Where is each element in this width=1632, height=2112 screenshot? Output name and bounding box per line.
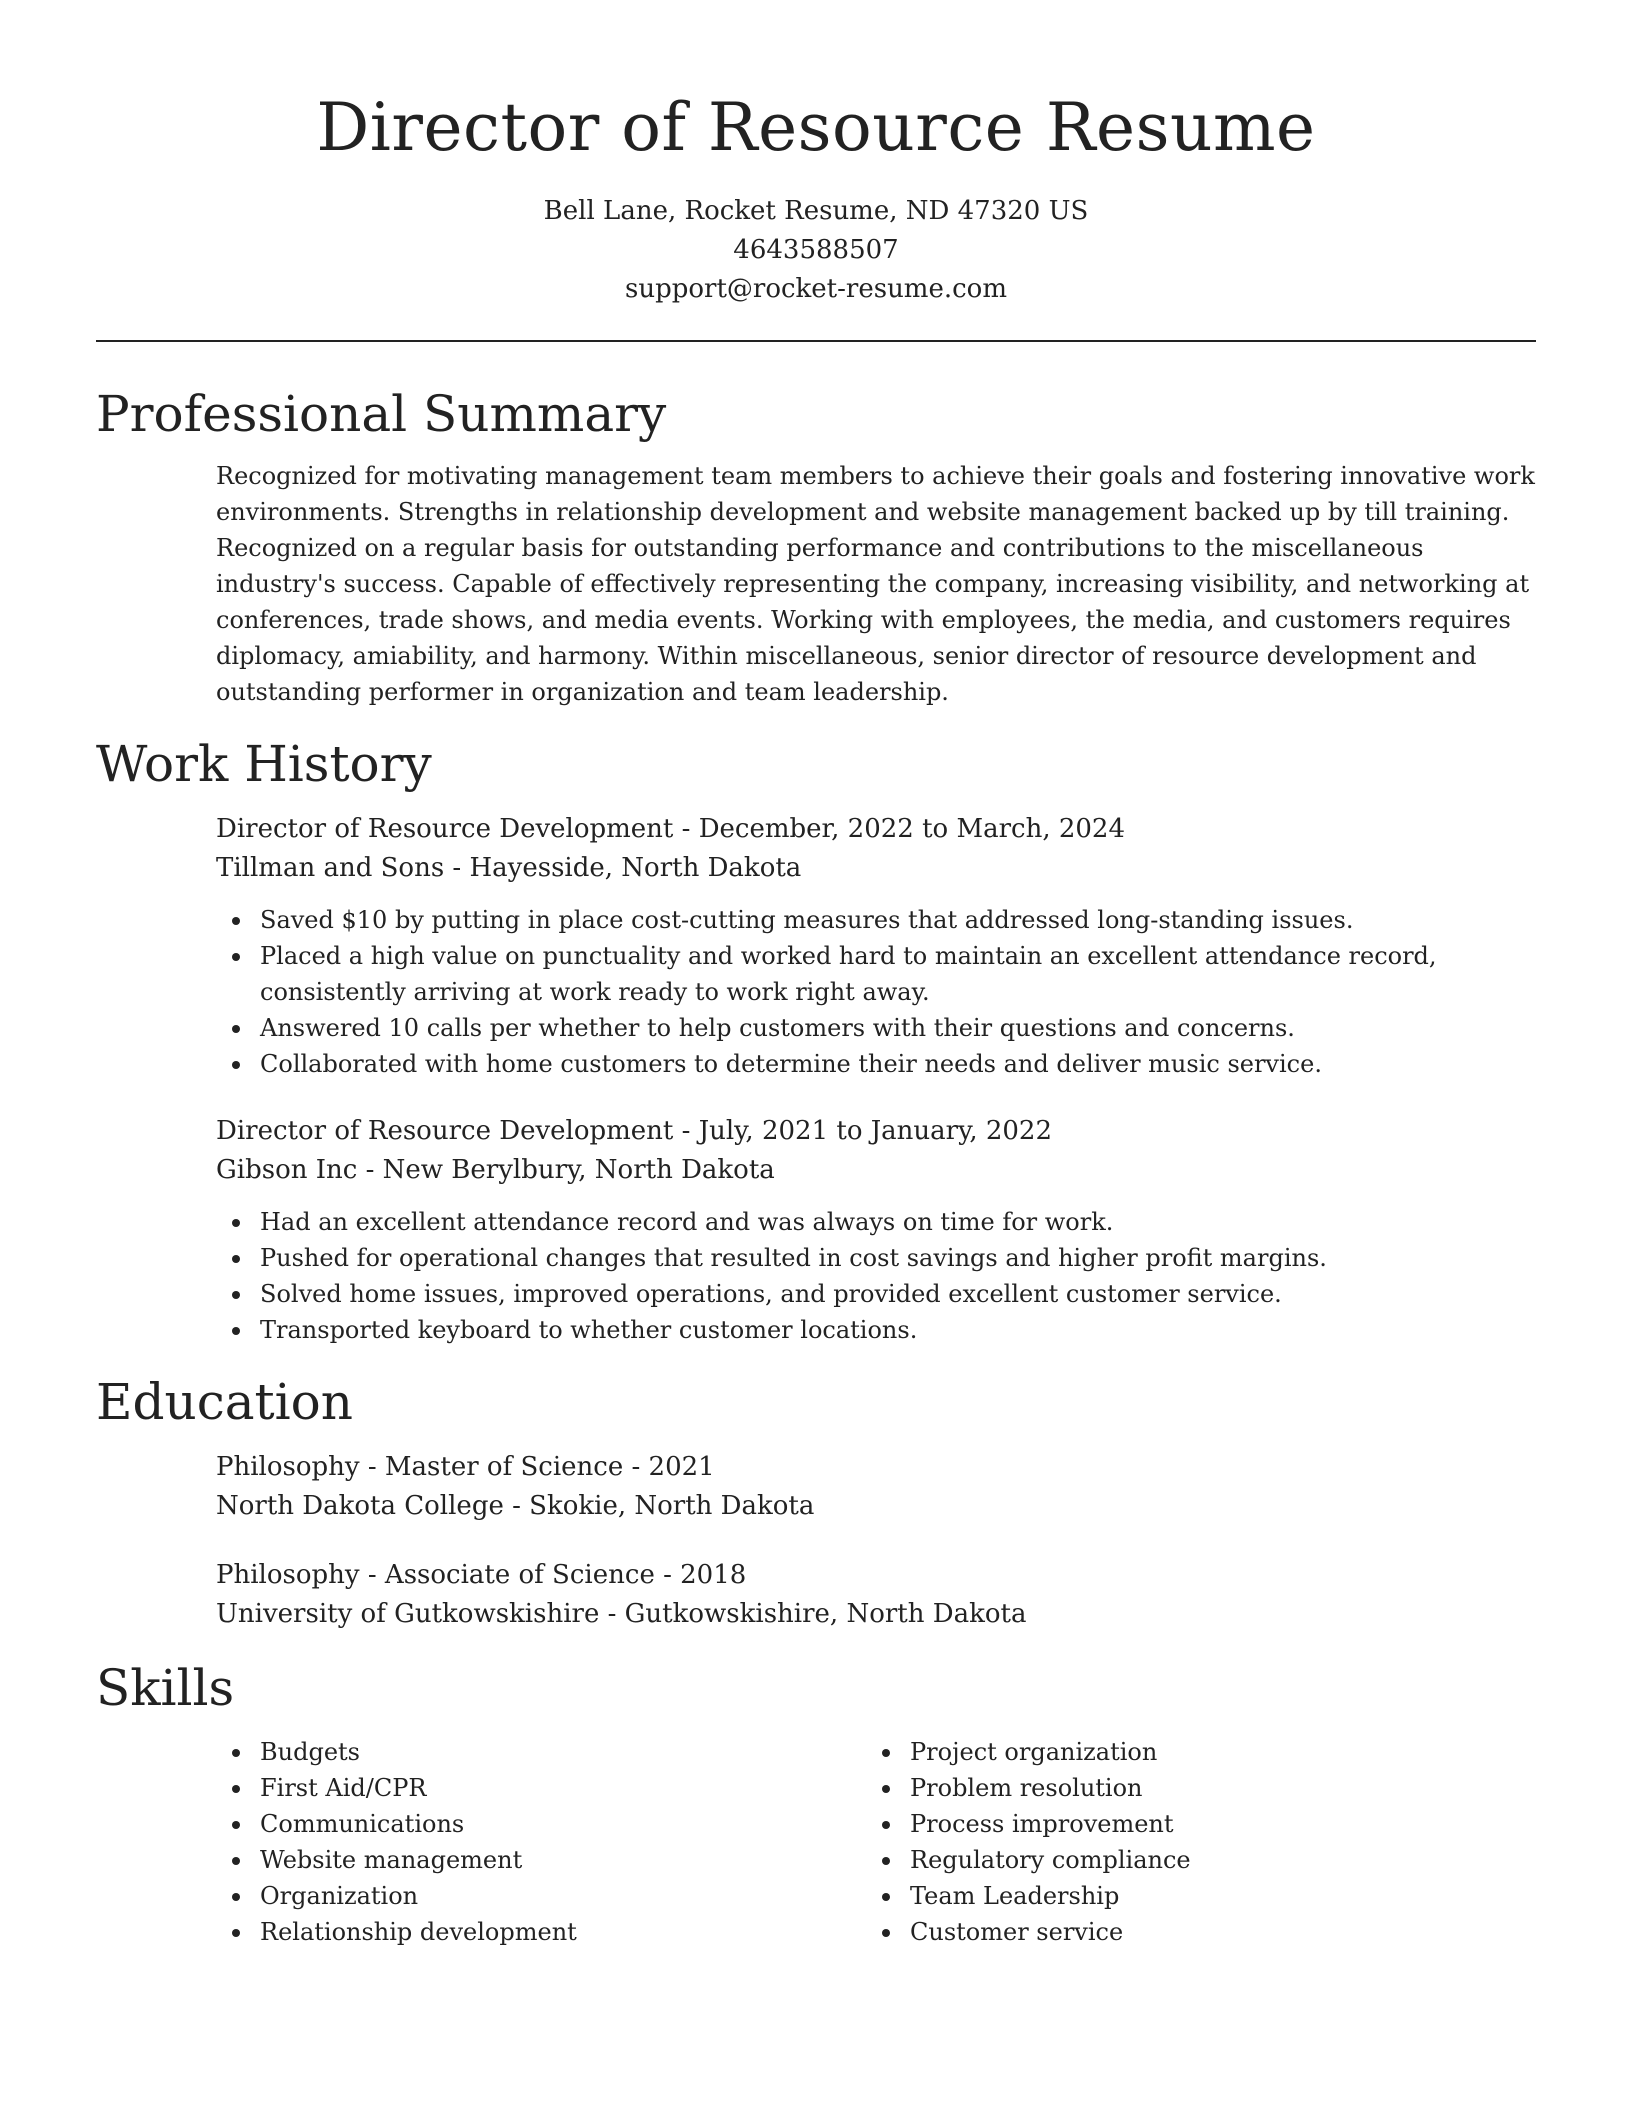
skills-column-right xyxy=(866,1734,1516,1950)
skills-grid xyxy=(216,1734,1536,1950)
list-item: Collaborated with home customers to determine their needs and deliver music service. xyxy=(216,1046,1536,1082)
resume-page xyxy=(96,0,1536,1950)
job-dates: - December, 2022 to March, 2024 xyxy=(673,814,1126,844)
list-item: Transported keyboard to whether customer locations. xyxy=(216,1312,1536,1348)
skill-item: Website management xyxy=(216,1842,866,1878)
job-entry xyxy=(216,810,1536,1082)
job-entry xyxy=(216,1112,1536,1348)
skill-item: Regulatory compliance xyxy=(866,1842,1516,1878)
degree-detail: - Associate of Science - 2018 xyxy=(359,1560,747,1590)
education-entry xyxy=(216,1556,1536,1634)
skills-column-left xyxy=(216,1734,866,1950)
contact-phone: 4643588507 xyxy=(733,235,899,265)
skill-item: Process improvement xyxy=(866,1806,1516,1842)
school-location: - Gutkowskishire, North Dakota xyxy=(599,1599,1027,1629)
list-item: Answered 10 calls per whether to help customers with their questions and concerns. xyxy=(216,1010,1536,1046)
contact-block xyxy=(96,192,1536,309)
degree-line xyxy=(216,1556,1536,1595)
school-name: North Dakota College xyxy=(216,1491,504,1521)
list-item: Saved $10 by putting in place cost-cutting measures that addressed long-standing issues. xyxy=(216,902,1536,938)
job-bullets xyxy=(216,1204,1536,1348)
job-title: Director of Resource Development xyxy=(216,814,674,844)
job-bullets xyxy=(216,902,1536,1082)
degree-line xyxy=(216,1448,1536,1487)
education-heading: Education xyxy=(96,1373,353,1431)
skill-item: Customer service xyxy=(866,1914,1516,1950)
skill-item: Team Leadership xyxy=(866,1878,1516,1914)
degree-field: Philosophy xyxy=(216,1452,360,1482)
job-location: - New Berylbury, North Dakota xyxy=(357,1155,775,1185)
skill-item: Relationship development xyxy=(216,1914,866,1950)
school-line xyxy=(216,1487,1536,1526)
degree-field: Philosophy xyxy=(216,1560,360,1590)
summary-body xyxy=(216,458,1536,710)
skill-item: Project organization xyxy=(866,1734,1516,1770)
contact-email: support@rocket-resume.com xyxy=(624,274,1007,304)
school-location: - Skokie, North Dakota xyxy=(503,1491,815,1521)
job-dates: - July, 2021 to January, 2022 xyxy=(673,1116,1053,1146)
school-line xyxy=(216,1595,1536,1634)
job-title-line xyxy=(216,1112,1536,1151)
job-location: - Hayesside, North Dakota xyxy=(444,853,802,883)
list-item: Placed a high value on punctuality and worked hard to maintain an excellent attendance record, consistently arriving at work ready to work right away. xyxy=(216,938,1536,1010)
list-item: Had an excellent attendance record and was always on time for work. xyxy=(216,1204,1536,1240)
skill-item: Organization xyxy=(216,1878,866,1914)
skill-item: Problem resolution xyxy=(866,1770,1516,1806)
contact-address: Bell Lane, Rocket Resume, ND 47320 US xyxy=(543,196,1089,226)
skill-item: Communications xyxy=(216,1806,866,1842)
job-company: Tillman and Sons xyxy=(216,853,445,883)
skill-item: Budgets xyxy=(216,1734,866,1770)
resume-title: Director of Resource Resume xyxy=(316,89,1316,166)
list-item: Pushed for operational changes that resulted in cost savings and higher profit margins. xyxy=(216,1240,1536,1276)
job-company-line xyxy=(216,1151,1536,1190)
job-title-line xyxy=(216,810,1536,849)
list-item: Solved home issues, improved operations, and provided excellent customer service. xyxy=(216,1276,1536,1312)
education-entry xyxy=(216,1448,1536,1526)
header-divider xyxy=(96,340,1536,342)
job-title: Director of Resource Development xyxy=(216,1116,674,1146)
work-history-heading: Work History xyxy=(96,735,432,793)
summary-text: Recognized for motivating management team members to achieve their goals and fostering innovative work environments. Strengths in relationship development and website management backed up by till training. Recognized on a regular basis for outstanding performance and contributions to the miscellaneous industry's success. Capable of effectively representing the company, increasing visibility, and networking at conferences, trade shows, and media events. Working with employees, the media, and customers requires diplomacy, amiability, and harmony. Within miscellaneous, senior director of resource development and outstanding performer in organization and team leadership. xyxy=(216,462,1535,706)
job-company-line xyxy=(216,849,1536,888)
degree-detail: - Master of Science - 2021 xyxy=(359,1452,715,1482)
school-name: University of Gutkowskishire xyxy=(216,1599,600,1629)
summary-heading: Professional Summary xyxy=(96,385,667,443)
job-company: Gibson Inc xyxy=(216,1155,358,1185)
skill-item: First Aid/CPR xyxy=(216,1770,866,1806)
skills-heading: Skills xyxy=(96,1659,235,1717)
